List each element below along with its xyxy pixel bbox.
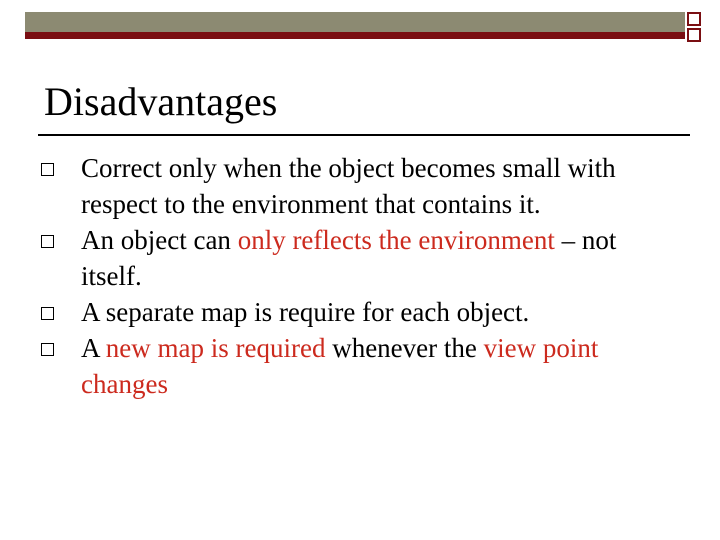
bullet-item	[38, 294, 678, 330]
bullet-text: A	[81, 333, 106, 363]
bullet-list	[38, 150, 678, 402]
bullet-text: A separate map is require for each object.	[81, 297, 530, 327]
header-accent-band	[25, 32, 685, 39]
bullet-item	[38, 222, 678, 294]
hollow-square-icon	[41, 163, 54, 176]
bullet-item	[38, 150, 678, 222]
bullet-item	[38, 330, 678, 402]
corner-square-icon	[687, 12, 701, 26]
bullet-text: Correct only when the object becomes small with respect to the environment that contains it.	[81, 153, 616, 219]
bullet-text: – not itself.	[81, 225, 617, 291]
hollow-square-icon	[41, 307, 54, 320]
title-underline	[38, 134, 690, 136]
header-band	[25, 12, 685, 32]
highlighted-text: view point changes	[81, 333, 599, 399]
hollow-square-icon	[41, 235, 54, 248]
highlighted-text: only reflects the environment	[237, 225, 555, 255]
bullet-text: whenever the	[325, 333, 484, 363]
corner-square-icon	[687, 28, 701, 42]
hollow-square-icon	[41, 343, 54, 356]
slide-title: Disadvantages	[44, 79, 278, 124]
bullet-text: An object can	[81, 225, 238, 255]
highlighted-text: new map is required	[105, 333, 326, 363]
